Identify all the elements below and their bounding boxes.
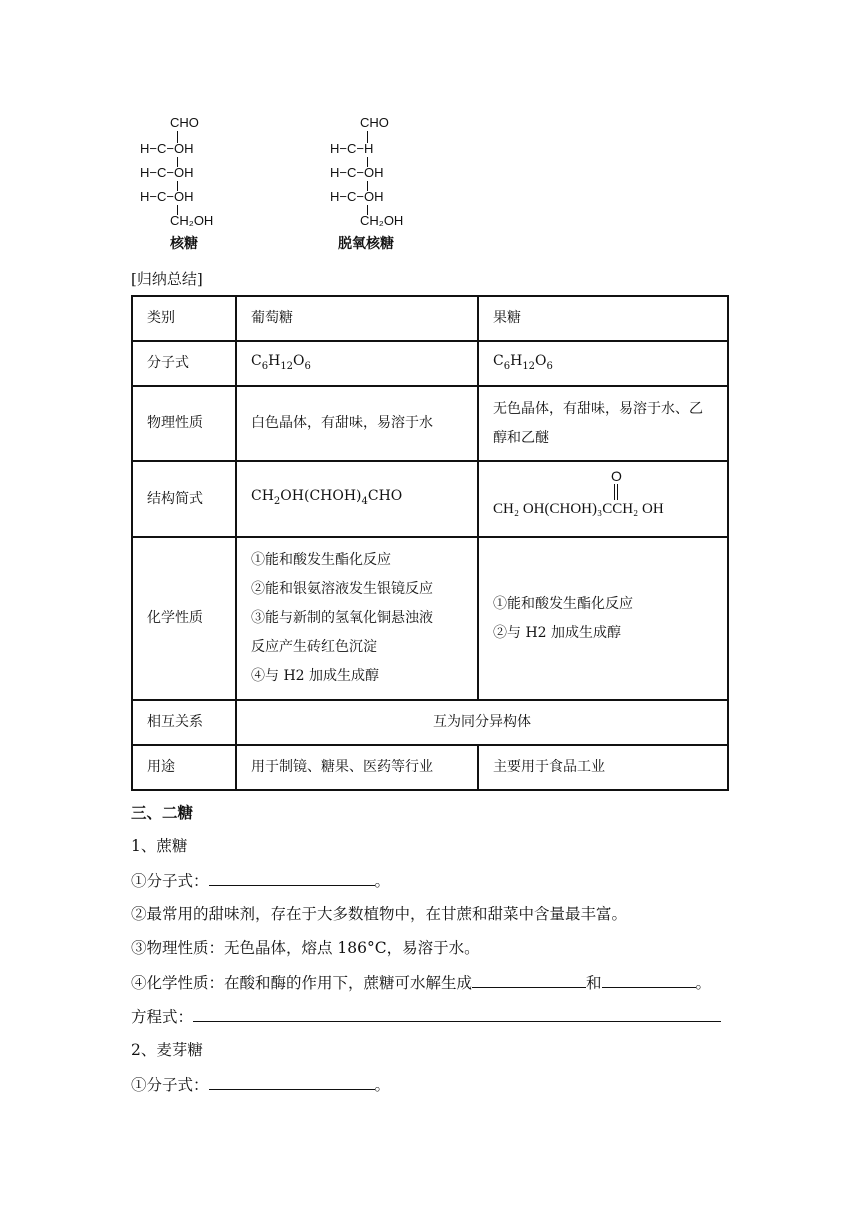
sucrose-title: 1、蔗糖 (131, 837, 188, 855)
ribose-row-1: H−C−OH (140, 141, 194, 156)
deoxyribose-top: CHO (360, 115, 389, 130)
table-row-formula (132, 341, 728, 386)
fructose-physical (478, 386, 728, 461)
sucrose-chem-text-b: 和 (586, 974, 602, 992)
row-label: 分子式 (132, 341, 236, 386)
maltose-formula-line (131, 1072, 390, 1095)
fructose-structure (478, 461, 728, 537)
glucose-chem-line-4: 反应产生砖红色沉淀 (251, 639, 377, 655)
fructose-chem-line-1: ①能和酸发生酯化反应 (493, 595, 633, 612)
glucose-chem-line-2: ②能和银氨溶液发生银镜反应 (251, 581, 433, 597)
table-row-structure (132, 461, 728, 537)
deoxyribose-structure (330, 115, 430, 255)
glucose-chem-line-1: ①能和酸发生酯化反应 (251, 552, 391, 568)
ribose-top: CHO (170, 115, 199, 130)
glucose-chem-line-5: ④与 H2 加成生成醇 (251, 668, 380, 684)
header-glucose: 葡萄糖 (236, 296, 478, 341)
relation-value: 互为同分异构体 (236, 700, 728, 745)
sucrose-chemical-line (131, 970, 711, 993)
table-row-physical (132, 386, 728, 461)
header-fructose: 果糖 (478, 296, 728, 341)
maltose-formula-blank[interactable] (209, 1072, 375, 1090)
maltose-title: 2、麦芽糖 (131, 1041, 203, 1059)
row-label: 用途 (132, 745, 236, 790)
sucrose-formula-label: ①分子式： (131, 872, 209, 890)
glucose-chem-line-3: ③能与新制的氢氧化铜悬浊液 (251, 610, 433, 626)
section-title: 三、二糖 (131, 804, 194, 822)
sucrose-use: ②最常用的甜味剂，存在于大多数植物中，在甘蔗和甜菜中含量最丰富。 (131, 905, 628, 923)
ribose-caption: 核糖 (170, 236, 198, 252)
sucrose-physical: ③物理性质：无色晶体，熔点 186°C，易溶于水。 (131, 939, 480, 957)
table-row-use (132, 745, 728, 790)
sucrose-chem-text-a: ④化学性质：在酸和酶的作用下，蔗糖可水解生成 (131, 974, 473, 992)
equation-line (131, 1004, 721, 1027)
ribose-row-3: H−C−OH (140, 189, 194, 204)
maltose-formula-label: ①分子式： (131, 1076, 209, 1094)
row-label: 相互关系 (132, 700, 236, 745)
equation-blank[interactable] (193, 1004, 721, 1022)
glucose-formula: $C_6H_{12}O_6$ (236, 341, 478, 386)
glucose-use: 用于制镜、糖果、医药等行业 (236, 745, 478, 790)
hydrolysis-product-1-blank[interactable] (472, 970, 586, 988)
glucose-physical: 白色晶体，有甜味，易溶于水 (236, 386, 478, 461)
fructose-structure-formula: CH₂ OH(CHOH)₃CCH₂ OH (493, 501, 664, 517)
deoxyribose-caption: 脱氧核糖 (338, 236, 394, 252)
fructose-carbonyl-o: O (611, 468, 622, 484)
table-header-row (132, 296, 728, 341)
table-row-chemical (132, 537, 728, 700)
deoxyribose-row-2: H−C−OH (330, 165, 384, 180)
fructose-physical-line-2: 醇和乙醚 (493, 429, 549, 446)
ribose-structure (140, 115, 230, 255)
ribose-row-2: H−C−OH (140, 165, 194, 180)
fructose-chemical (478, 537, 728, 700)
sucrose-chem-text-c: 。 (695, 974, 712, 992)
deoxyribose-bottom: CH₂OH (360, 213, 404, 228)
row-label: 化学性质 (132, 537, 236, 700)
summary-label: [归纳总结] (131, 270, 203, 288)
deoxyribose-row-1: H−C−H (330, 141, 374, 156)
fructose-use: 主要用于食品工业 (478, 745, 728, 790)
sucrose-formula-end: 。 (374, 872, 391, 890)
comparison-table (131, 295, 729, 791)
deoxyribose-row-3: H−C−OH (330, 189, 384, 204)
row-label: 物理性质 (132, 386, 236, 461)
hydrolysis-product-2-blank[interactable] (602, 970, 696, 988)
fructose-chem-line-2: ②与 H2 加成生成醇 (493, 624, 622, 641)
fructose-formula: $C_6H_{12}O_6$ (478, 341, 728, 386)
sucrose-formula-blank[interactable] (209, 868, 375, 886)
header-category: 类别 (132, 296, 236, 341)
table-row-relation (132, 700, 728, 745)
fructose-physical-line-1: 无色晶体，有甜味，易溶于水、乙 (493, 400, 703, 417)
maltose-formula-end: 。 (374, 1076, 391, 1094)
row-label: 结构简式 (132, 461, 236, 537)
sucrose-formula-line (131, 868, 390, 891)
equation-label: 方程式： (131, 1008, 194, 1026)
glucose-chemical (236, 537, 478, 700)
glucose-structure: $CH_2OH(CHOH)_4CHO$ (236, 461, 478, 537)
ribose-bottom: CH₂OH (170, 213, 214, 228)
